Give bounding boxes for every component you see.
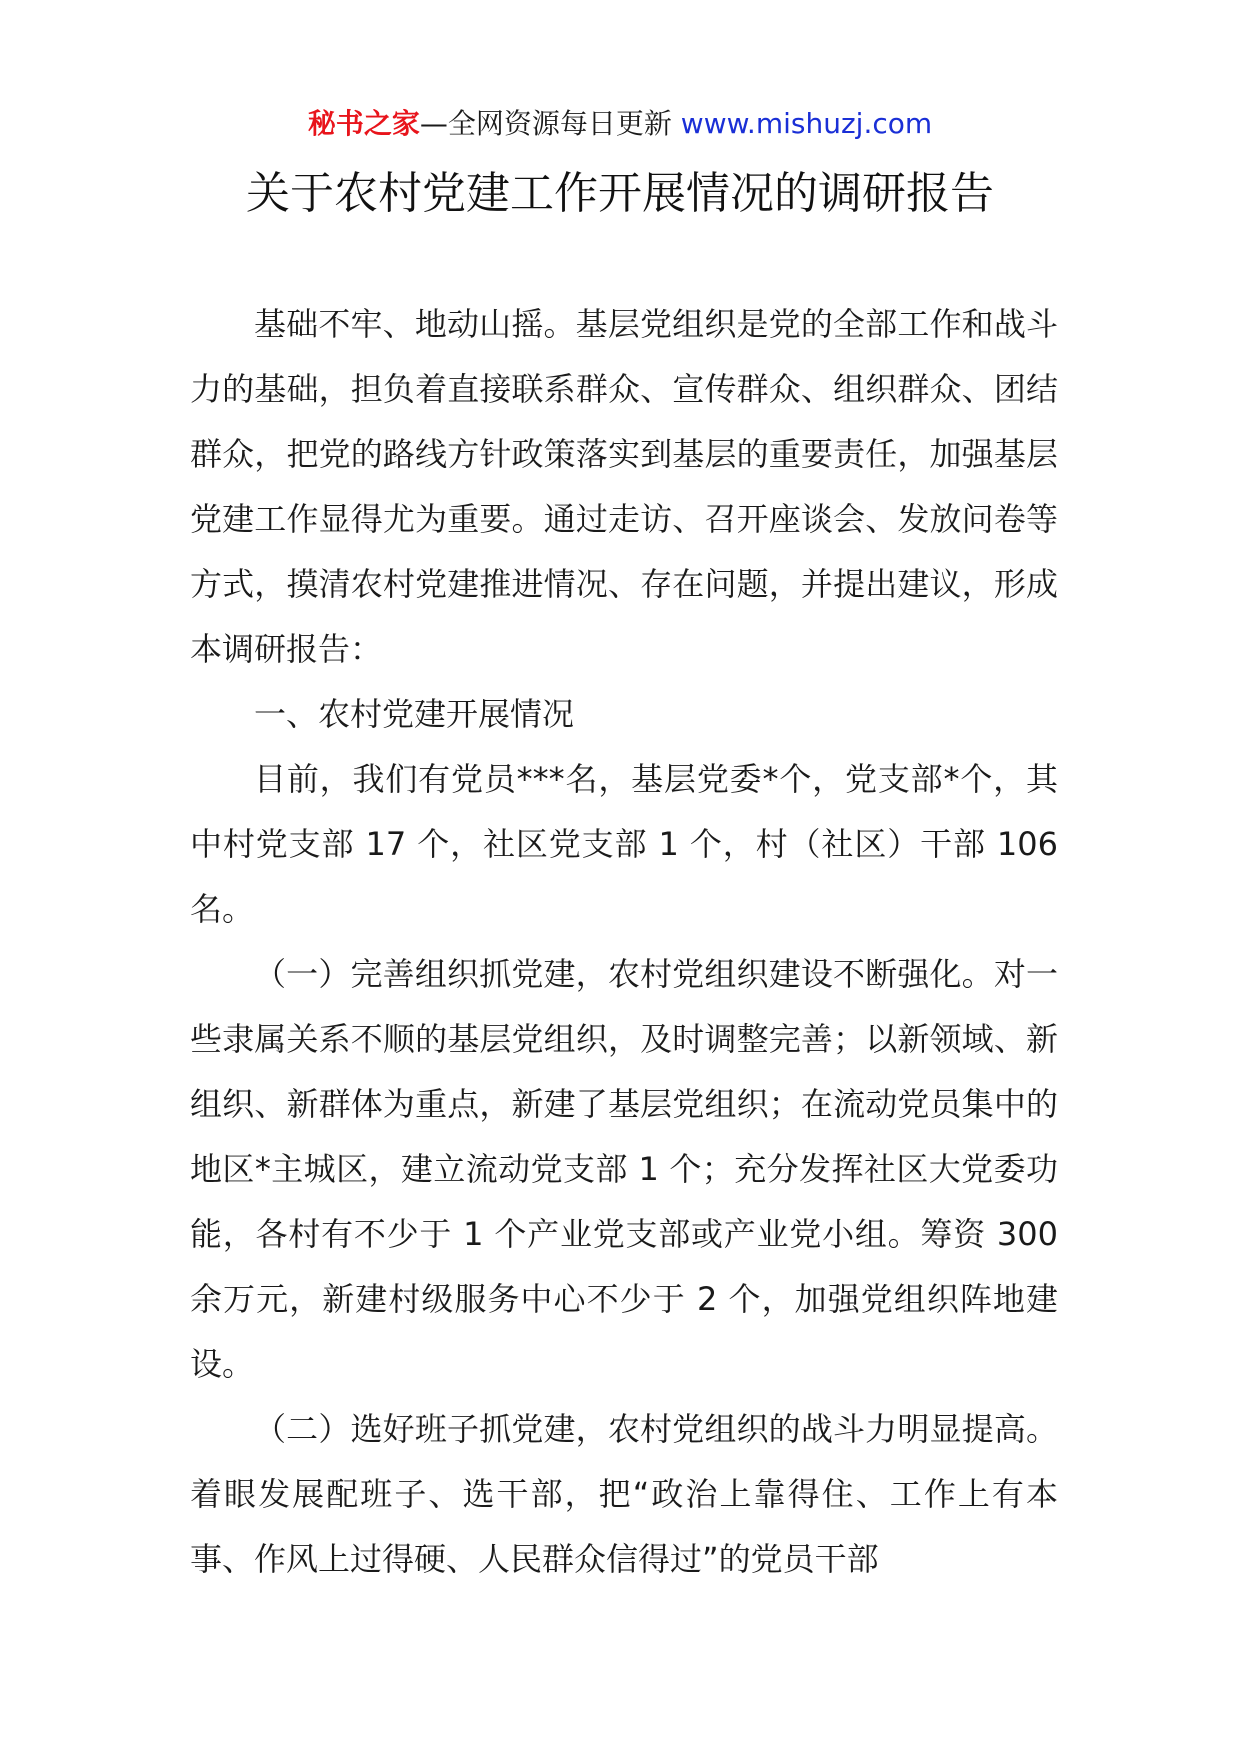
paragraph-intro: 基础不牢、地动山摇。基层党组织是党的全部工作和战斗力的基础，担负着直接联系群众、宣传群众、组织群众、团结群众，把党的路线方针政策落实到基层的重要责任，加强基层党建工作显得尤为重要。通过走访、召开座谈会、发放问卷等方式，摸清农村党建推进情况、存在问题，并提出建议，形成本调研报告：: [190, 305, 1058, 668]
paragraph-subsection-1: （一）完善组织抓党建，农村党组织建设不断强化。对一些隶属关系不顺的基层党组织，及时调整完善；以新领域、新组织、新群体为重点，新建了基层党组织；在流动党员集中的地区*主城区，建立流动党支部 1 个；充分发挥社区大党委功能，各村有不少于 1 个产业党支部或产业党小组。筹资 300 余万元，新建村级服务中心不少于 2 个，加强党组织阵地建设。: [190, 955, 1058, 1383]
paragraph-stats: 目前，我们有党员***名，基层党委*个，党支部*个，其中村党支部 17 个，社区党支部 1 个，村（社区）干部 106 名。: [190, 760, 1058, 928]
section-heading-1: 一、农村党建开展情况: [254, 695, 575, 733]
site-header: [0, 104, 1240, 144]
paragraph-subsection-2: （二）选好班子抓党建，农村党组织的战斗力明显提高。着眼发展配班子、选干部，把“政治上靠得住、工作上有本事、作风上过得硬、人民群众信得过”的党员干部: [190, 1410, 1058, 1578]
document-title: 关于农村党建工作开展情况的调研报告: [246, 168, 994, 219]
site-tagline: —全网资源每日更新: [419, 107, 672, 140]
site-url-link[interactable]: www.mishuzj.com: [680, 107, 933, 140]
site-brand: 秘书之家: [307, 107, 420, 140]
document-body: [190, 292, 1058, 1592]
